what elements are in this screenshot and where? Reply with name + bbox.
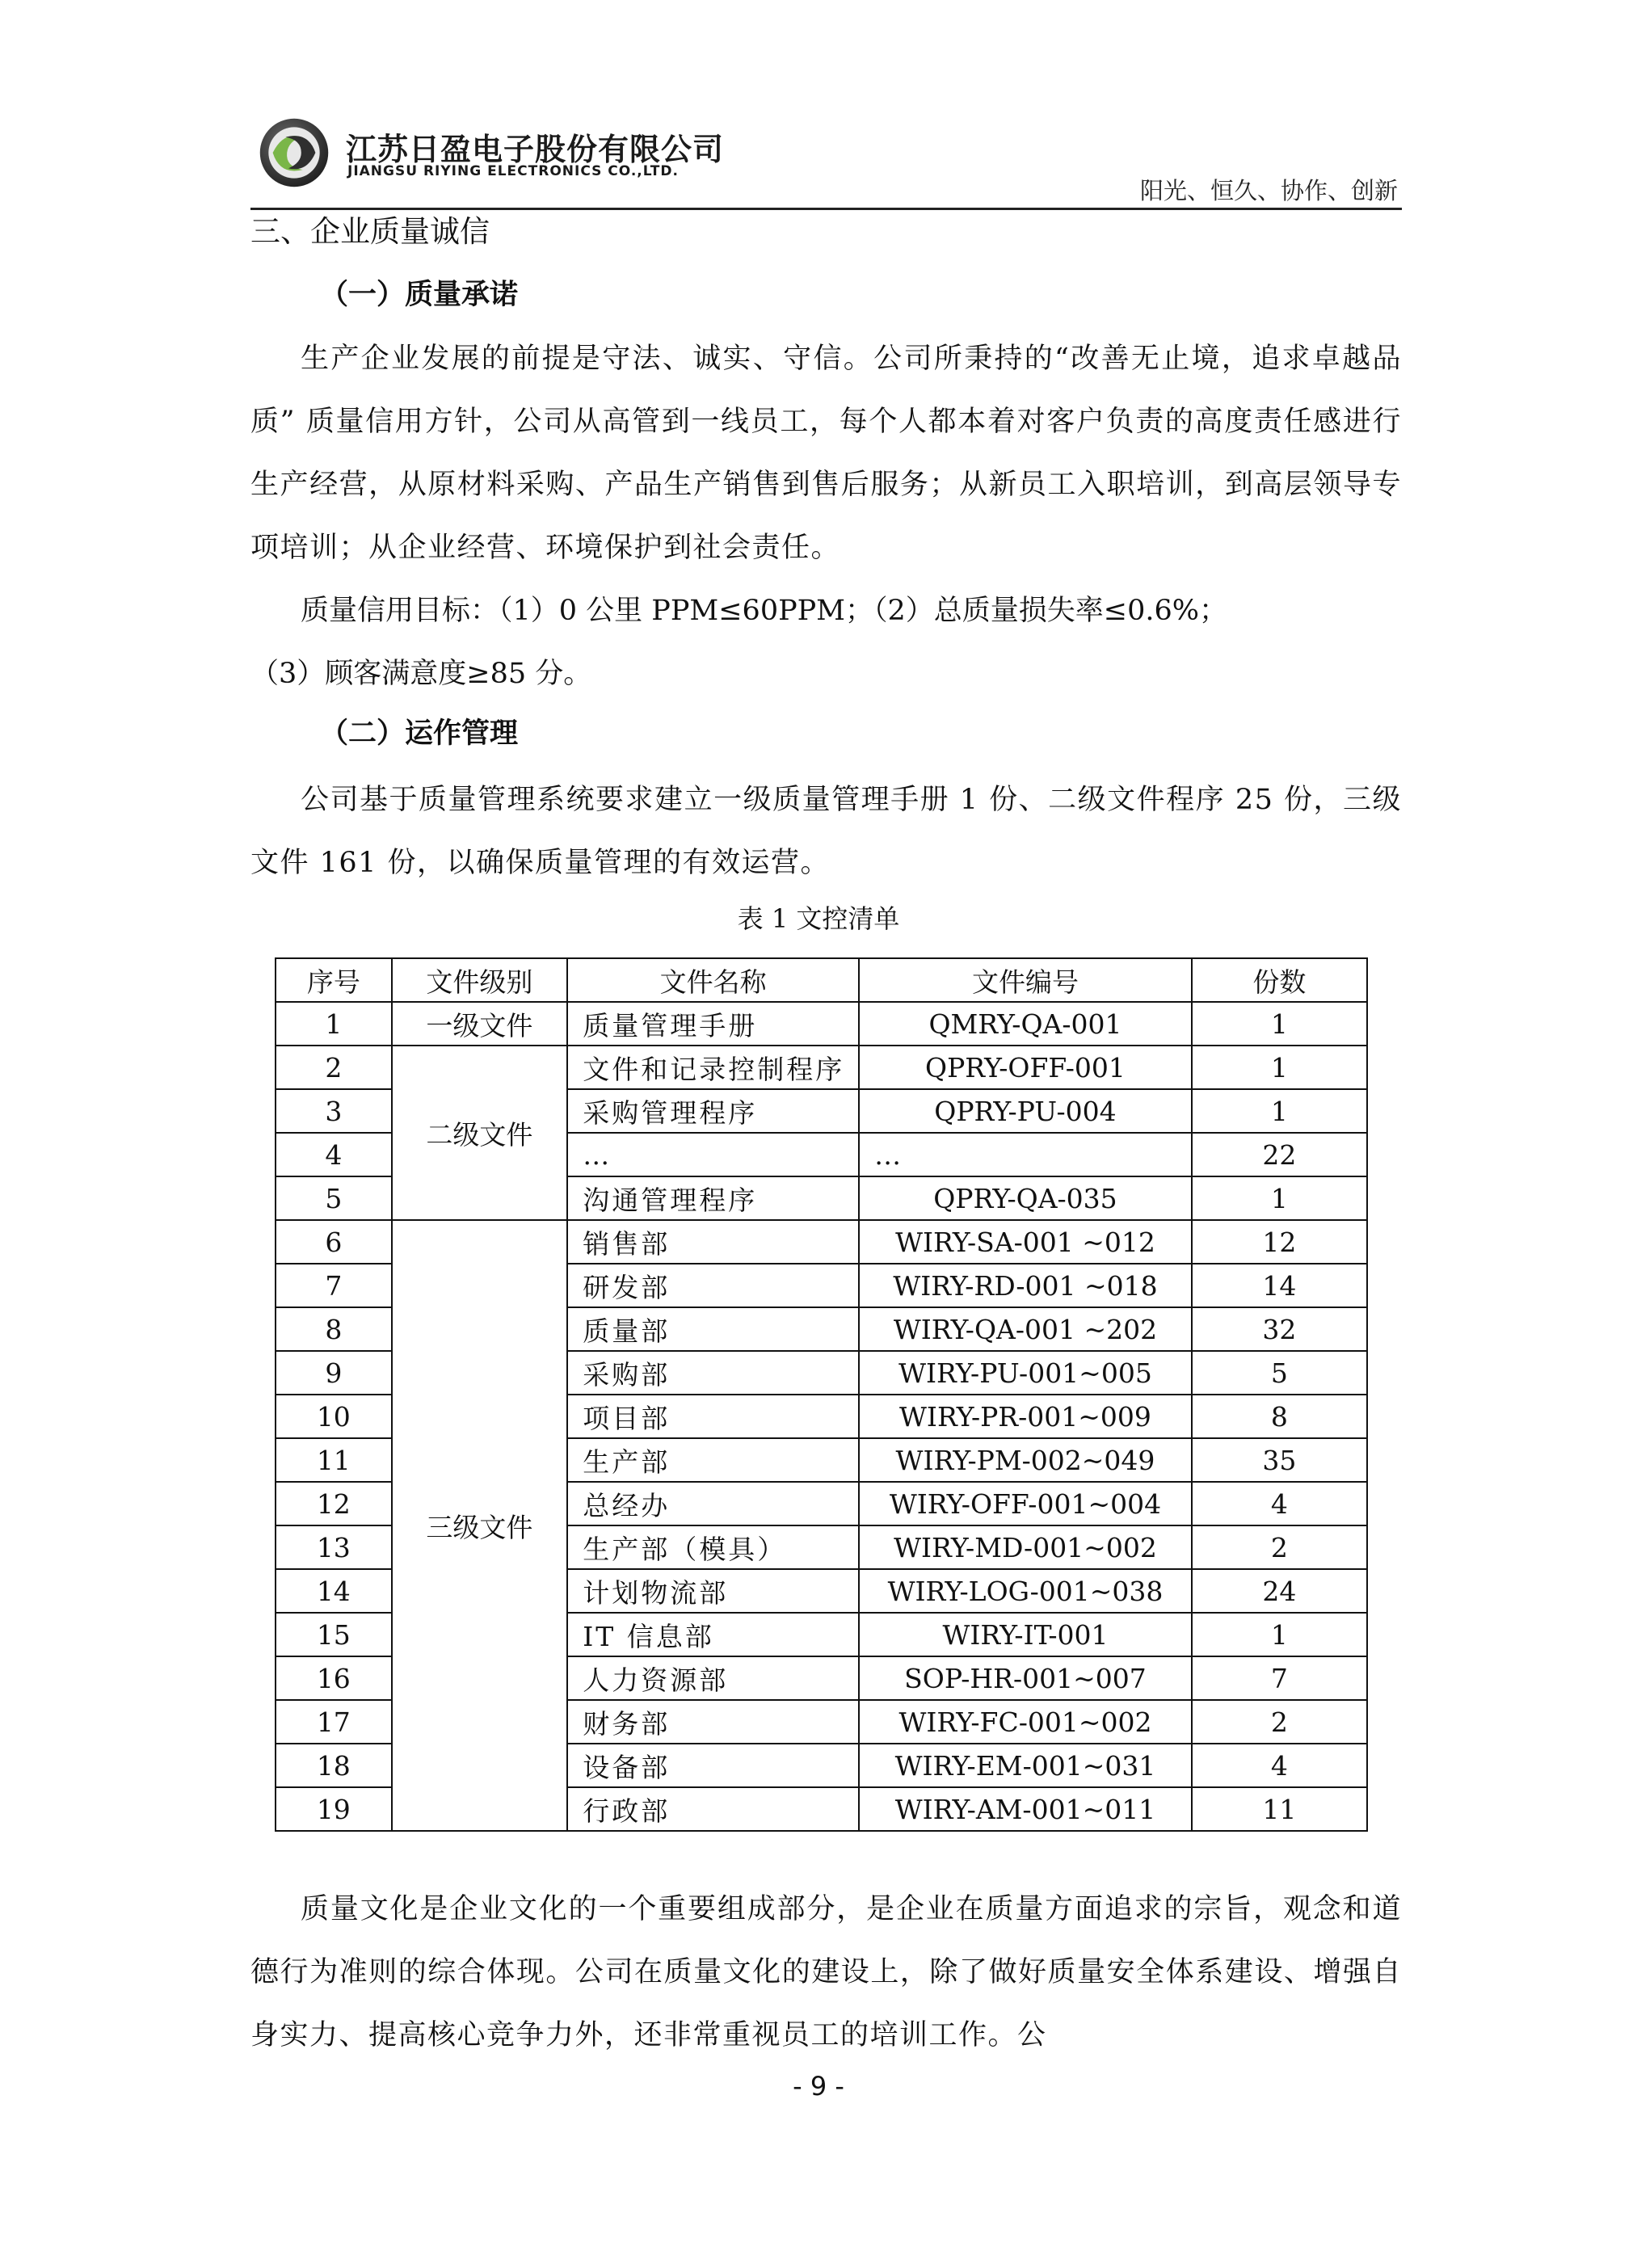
company-name-en: JIANGSU RIYING ELECTRONICS CO.,LTD.: [347, 163, 679, 179]
row-number: 9: [276, 1351, 392, 1395]
file-name: 总经办: [567, 1482, 859, 1525]
document-control-table: [275, 957, 1368, 1832]
file-count: 4: [1192, 1744, 1367, 1787]
company-motto: 阳光、恒久、协作、创新: [1139, 177, 1398, 204]
file-code: WIRY-MD-001~002: [859, 1525, 1192, 1569]
file-count: 4: [1192, 1482, 1367, 1525]
row-number: 3: [276, 1089, 392, 1133]
file-code: QPRY-QA-035: [859, 1176, 1192, 1220]
page-number: - 9 -: [793, 2071, 844, 2102]
row-number: 17: [276, 1700, 392, 1744]
company-logo-icon: [259, 117, 330, 188]
file-count: 1: [1192, 1089, 1367, 1133]
file-code: WIRY-IT-001: [859, 1613, 1192, 1656]
table-row: [276, 1002, 1367, 1046]
header-cell: 文件编号: [859, 958, 1192, 1002]
file-name: 采购管理程序: [567, 1089, 859, 1133]
row-number: 7: [276, 1264, 392, 1307]
subsection-title-quality-commitment: （一）质量承诺: [320, 279, 519, 311]
header-cell: 文件级别: [392, 958, 568, 1002]
file-name: 研发部: [567, 1264, 859, 1307]
file-code: WIRY-FC-001~002: [859, 1700, 1192, 1744]
file-code: WIRY-RD-001 ~018: [859, 1264, 1192, 1307]
file-name: 行政部: [567, 1787, 859, 1831]
row-number: 15: [276, 1613, 392, 1656]
paragraph-operation-text: 公司基于质量管理系统要求建立一级质量管理手册 1 份、二级文件程序 25 份，三级文件 161 份，以确保质量管理的有效运营。: [250, 784, 1402, 879]
file-name: 生产部（模具）: [567, 1525, 859, 1569]
file-count: 1: [1192, 1002, 1367, 1046]
header-cell: 序号: [276, 958, 392, 1002]
file-count: 11: [1192, 1787, 1367, 1831]
file-code: WIRY-LOG-001~038: [859, 1569, 1192, 1613]
row-number: 19: [276, 1787, 392, 1831]
file-code: QMRY-QA-001: [859, 1002, 1192, 1046]
file-name: IT 信息部: [567, 1613, 859, 1656]
file-count: 2: [1192, 1700, 1367, 1744]
file-name: 质量部: [567, 1307, 859, 1351]
subsection-title-operation: （二）运作管理: [320, 717, 519, 750]
quality-goals-line1: 质量信用目标：（1）0 公里 PPM≤60PPM；（2）总质量损失率≤0.6%；: [301, 595, 1228, 627]
row-number: 14: [276, 1569, 392, 1613]
row-number: 2: [276, 1046, 392, 1089]
paragraph-commitment: [250, 327, 1402, 579]
row-number: 10: [276, 1395, 392, 1438]
file-name: 销售部: [567, 1220, 859, 1264]
section-title: 三、企业质量诚信: [250, 214, 490, 249]
file-name: 生产部: [567, 1438, 859, 1482]
table-row: [276, 1220, 1367, 1264]
paragraph-quality-culture-text: 质量文化是企业文化的一个重要组成部分，是企业在质量方面追求的宗旨，观念和道德行为准则的综合体现。公司在质量文化的建设上，除了做好质量安全体系建设、增强自身实力、提高核心竞争力外，还非常重视员工的培训工作。公: [250, 1893, 1402, 2051]
file-code: SOP-HR-001~007: [859, 1656, 1192, 1700]
file-name: 采购部: [567, 1351, 859, 1395]
file-count: 7: [1192, 1656, 1367, 1700]
file-count: 24: [1192, 1569, 1367, 1613]
paragraph-quality-goals: [250, 579, 1402, 705]
file-name: 质量管理手册: [567, 1002, 859, 1046]
row-number: 8: [276, 1307, 392, 1351]
file-count: 14: [1192, 1264, 1367, 1307]
file-level-cell: 二级文件: [392, 1046, 568, 1220]
header-cell: 文件名称: [567, 958, 859, 1002]
file-code: WIRY-PR-001~009: [859, 1395, 1192, 1438]
file-code: WIRY-EM-001~031: [859, 1744, 1192, 1787]
file-count: 1: [1192, 1046, 1367, 1089]
file-count: 2: [1192, 1525, 1367, 1569]
company-name-cn: 江苏日盈电子股份有限公司: [346, 132, 725, 167]
row-number: 18: [276, 1744, 392, 1787]
row-number: 11: [276, 1438, 392, 1482]
file-code: WIRY-PU-001~005: [859, 1351, 1192, 1395]
row-number: 16: [276, 1656, 392, 1700]
file-name: 文件和记录控制程序: [567, 1046, 859, 1089]
file-name: 沟通管理程序: [567, 1176, 859, 1220]
file-code: WIRY-SA-001 ~012: [859, 1220, 1192, 1264]
file-name: 计划物流部: [567, 1569, 859, 1613]
file-code: WIRY-OFF-001~004: [859, 1482, 1192, 1525]
table-header-row: [276, 958, 1367, 1002]
page-header: [259, 113, 1398, 210]
file-name: 项目部: [567, 1395, 859, 1438]
row-number: 1: [276, 1002, 392, 1046]
file-name: 财务部: [567, 1700, 859, 1744]
table-row: [276, 1046, 1367, 1089]
header-cell: 份数: [1192, 958, 1367, 1002]
table-caption: 表 1 文控清单: [737, 903, 900, 934]
row-number: 6: [276, 1220, 392, 1264]
file-count: 12: [1192, 1220, 1367, 1264]
file-level-cell: 一级文件: [392, 1002, 568, 1046]
file-count: 35: [1192, 1438, 1367, 1482]
paragraph-operation: [250, 768, 1402, 894]
row-number: 5: [276, 1176, 392, 1220]
file-level-cell: 三级文件: [392, 1220, 568, 1831]
file-code: WIRY-AM-001~011: [859, 1787, 1192, 1831]
file-name: 人力资源部: [567, 1656, 859, 1700]
file-code: WIRY-QA-001 ~202: [859, 1307, 1192, 1351]
file-count: 1: [1192, 1613, 1367, 1656]
file-count: 8: [1192, 1395, 1367, 1438]
row-number: 13: [276, 1525, 392, 1569]
row-number: 4: [276, 1133, 392, 1176]
file-code: QPRY-PU-004: [859, 1089, 1192, 1133]
file-count: 32: [1192, 1307, 1367, 1351]
file-count: 5: [1192, 1351, 1367, 1395]
file-name: …: [567, 1133, 859, 1176]
row-number: 12: [276, 1482, 392, 1525]
file-code: …: [859, 1133, 1192, 1176]
quality-goals-line2: （3）顾客满意度≥85 分。: [250, 658, 592, 690]
paragraph-quality-culture: [250, 1878, 1402, 2067]
file-code: QPRY-OFF-001: [859, 1046, 1192, 1089]
file-code: WIRY-PM-002~049: [859, 1438, 1192, 1482]
file-name: 设备部: [567, 1744, 859, 1787]
paragraph-commitment-text: 生产企业发展的前提是守法、诚实、守信。公司所秉持的“改善无止境，追求卓越品质” 质量信用方针，公司从高管到一线员工，每个人都本着对客户负责的高度责任感进行生产经营，从原材料采购、产品生产销售到售后服务；从新员工入职培训，到高层领导专项培训；从企业经营、环境保护到社会责任。: [250, 343, 1402, 564]
file-count: 1: [1192, 1176, 1367, 1220]
file-count: 22: [1192, 1133, 1367, 1176]
